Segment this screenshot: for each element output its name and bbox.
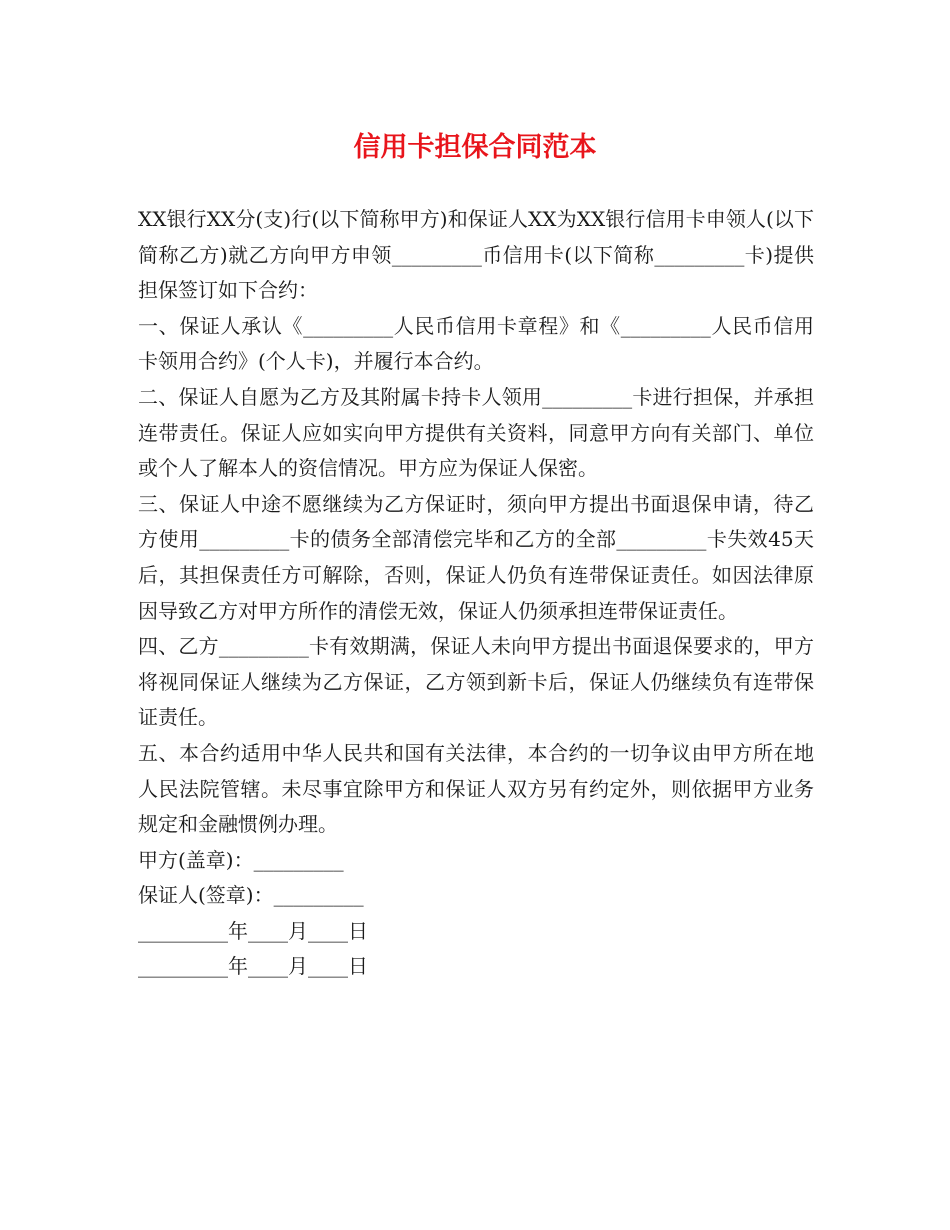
party-a-signature: 甲方(盖章)：_________ (138, 847, 344, 872)
document-title: 信用卡担保合同范本 (353, 132, 597, 163)
clause-4: 四、乙方_________卡有效期满，保证人未向甲方提出书面退保要求的，甲方将视同保证人继续为乙方保证，乙方领到新卡后，保证人仍继续负有连带保证责任。 (138, 634, 814, 730)
guarantor-signature: 保证人(签章)：_________ (138, 883, 364, 908)
clause-1: 一、保证人承认《_________人民币信用卡章程》和《_________人民币信用卡领用合约》(个人卡)，并履行本合约。 (138, 313, 814, 374)
contract-body (138, 202, 814, 985)
clause-3: 三、保证人中途不愿继续为乙方保证时，须向甲方提出书面退保申请，待乙方使用_________卡的债务全部清偿完毕和乙方的全部_________卡失效45天后，其担保责任方可解除，否则，保证人仍负有连带保证责任。如因法律原因导致乙方对甲方所作的清偿无效，保证人仍须承担连带保证责任。 (138, 491, 814, 623)
intro-paragraph: XX银行XX分(支)行(以下简称甲方)和保证人XX为XX银行信用卡申领人(以下简称乙方)就乙方向甲方申领_________币信用卡(以下简称_________卡)提供担保签订如下合约： (138, 207, 814, 303)
date-line-1: _________年____月____日 (138, 918, 368, 943)
date-line-2: _________年____月____日 (138, 954, 368, 979)
clause-5: 五、本合约适用中华人民共和国有关法律，本合约的一切争议由甲方所在地人民法院管辖。未尽事宜除甲方和保证人双方另有约定外，则依据甲方业务规定和金融惯例办理。 (138, 740, 814, 837)
clause-2: 二、保证人自愿为乙方及其附属卡持卡人领用_________卡进行担保，并承担连带责任。保证人应如实向甲方提供有关资料，同意甲方向有关部门、单位或个人了解本人的资信情况。甲方应为保证人保密。 (138, 384, 814, 481)
